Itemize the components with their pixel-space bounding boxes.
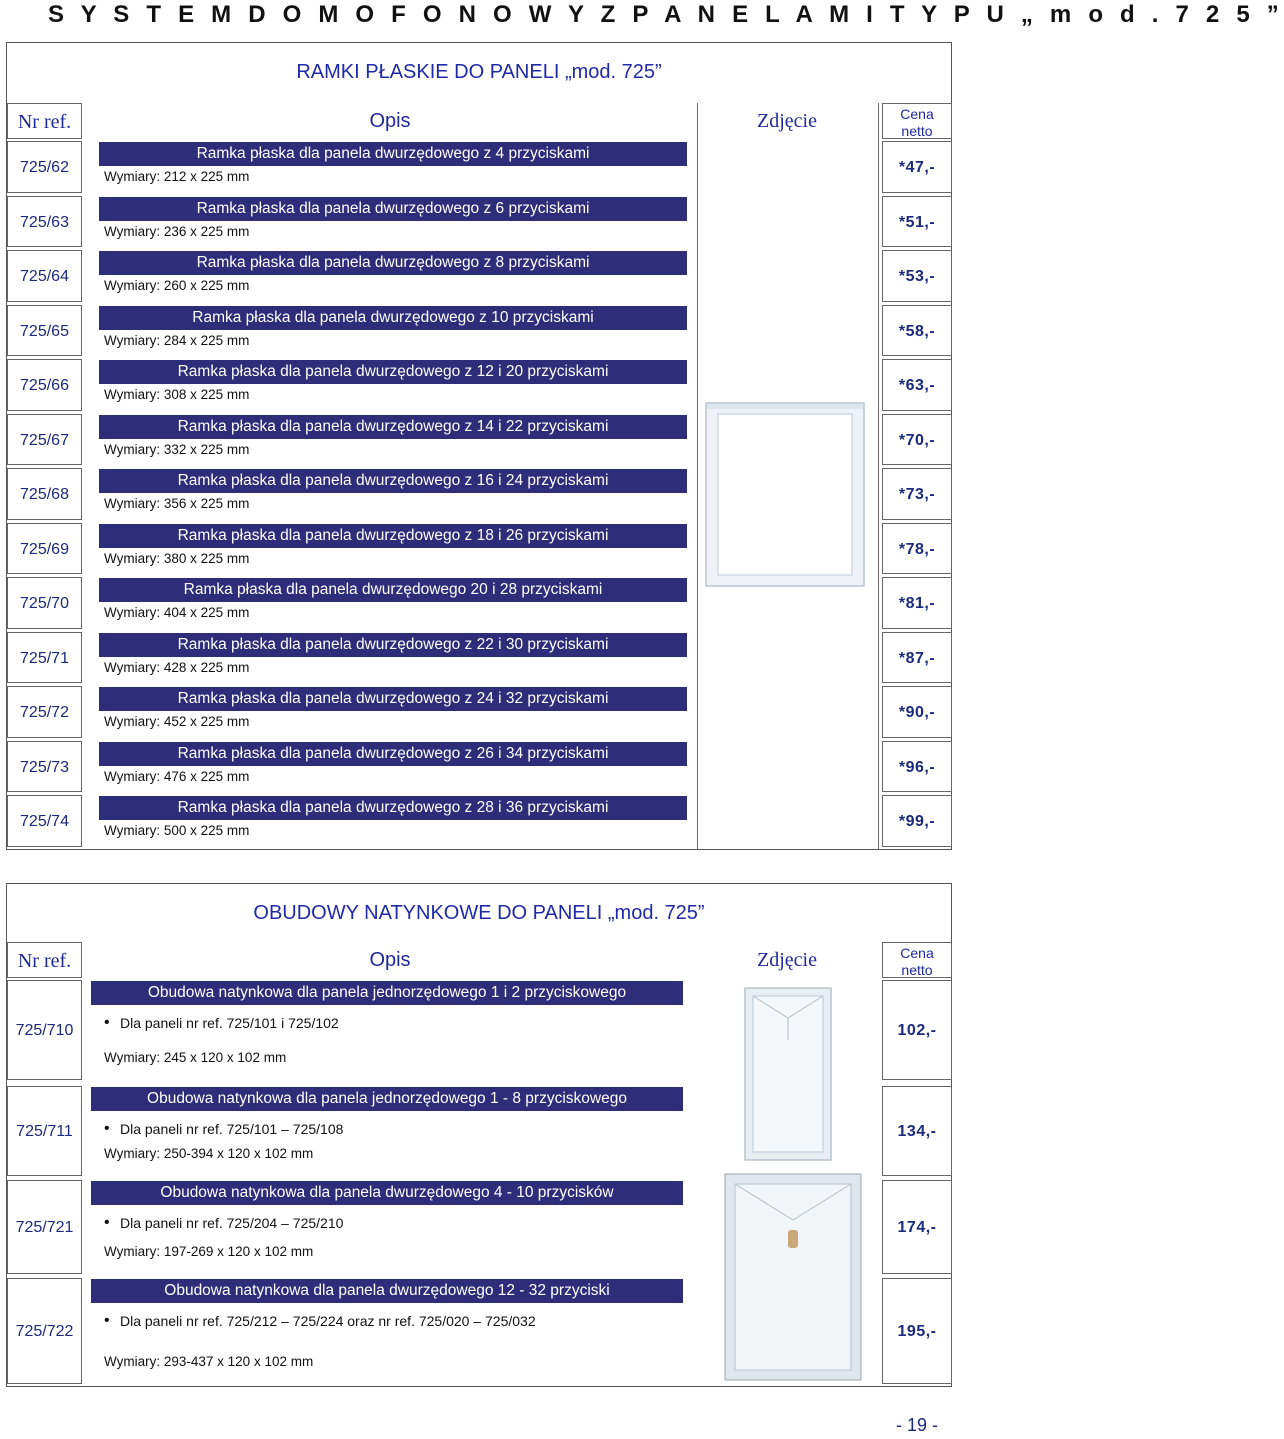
housing-description: Obudowa natynkowa dla panela dwurzędowego 4 - 10 przycisków [91, 1181, 683, 1205]
housings-header-zdjecie: Zdjęcie [757, 949, 817, 971]
housings-header-cena-line1: Cena [900, 945, 934, 961]
housing-ref-cell: 725/711 [7, 1086, 82, 1176]
housings-header-cena-line2: netto [901, 962, 933, 978]
frame-price-cell: *96,- [882, 741, 952, 793]
frame-dimensions: Wymiary: 428 x 225 mm [104, 659, 250, 675]
housings-section [6, 883, 952, 1387]
housings-header-opis: Opis [369, 949, 411, 971]
housing-dimensions: Wymiary: 245 x 120 x 102 mm [104, 1050, 287, 1065]
housing-price-cell: 174,- [882, 1180, 952, 1274]
frame-price-cell: *81,- [882, 577, 952, 629]
frames-section-title: RAMKI PŁASKIE DO PANELI „mod. 725” [296, 61, 662, 83]
frame-price-cell: *53,- [882, 250, 952, 302]
housing-ref-cell: 725/710 [7, 980, 82, 1080]
frame-description: Ramka płaska dla panela dwurzędowego z 28 i 36 przyciskami [99, 796, 687, 820]
frame-dimensions: Wymiary: 308 x 225 mm [104, 387, 250, 402]
housings-header-cena [882, 942, 952, 978]
frame-description: Ramka płaska dla panela dwurzędowego z 12 i 20 przyciskami [99, 360, 687, 384]
frame-price-cell: *99,- [882, 795, 952, 847]
frame-description: Ramka płaska dla panela dwurzędowego z 4 przyciskami [99, 142, 687, 166]
frame-photo [697, 103, 879, 849]
housing-compatibility: • Dla paneli nr ref. 725/212 – 725/224 oraz nr ref. 725/020 – 725/032 [120, 1313, 536, 1329]
housing-description: Obudowa natynkowa dla panela jednorzędowego 1 i 2 przyciskowego [91, 981, 683, 1005]
frame-ref-cell: 725/65 [7, 305, 82, 357]
frame-price-cell: *63,- [882, 359, 952, 411]
frame-price-cell: *87,- [882, 632, 952, 684]
frame-price-cell: *47,- [882, 141, 952, 193]
frames-section [6, 42, 952, 850]
frame-dimensions: Wymiary: 500 x 225 mm [104, 823, 250, 838]
frame-dimensions: Wymiary: 380 x 225 mm [104, 550, 250, 566]
housings-header-nr: Nr ref. [7, 942, 82, 978]
frame-dimensions: Wymiary: 452 x 225 mm [104, 714, 250, 729]
frame-ref-cell: 725/64 [7, 250, 82, 302]
frame-dimensions: Wymiary: 260 x 225 mm [104, 278, 250, 293]
housing-dimensions: Wymiary: 250-394 x 120 x 102 mm [104, 1146, 314, 1161]
frame-ref-cell: 725/68 [7, 468, 82, 520]
frame-ref-cell: 725/70 [7, 577, 82, 629]
frame-price-cell: *90,- [882, 686, 952, 738]
frame-ref-cell: 725/63 [7, 196, 82, 248]
frame-ref-cell: 725/67 [7, 414, 82, 466]
frame-description: Ramka płaska dla panela dwurzędowego z 6 przyciskami [99, 197, 687, 221]
housing-photo-1 [697, 980, 877, 1170]
page-heading: S Y S T E M D O M O F O N O W Y Z P A N E L A M I T Y P U „ m o d . 7 2 5 ” [48, 1, 1284, 28]
housing-compatibility: • Dla paneli nr ref. 725/101 i 725/102 [120, 1015, 339, 1031]
surface-housing-double-image [697, 1170, 877, 1385]
frame-dimensions: Wymiary: 212 x 225 mm [104, 169, 250, 184]
frames-header-zdjecie: Zdjęcie [757, 110, 817, 132]
frames-header-opis: Opis [369, 110, 411, 132]
page-number: - 19 - [895, 1415, 938, 1435]
housing-ref-cell: 725/722 [7, 1278, 82, 1384]
housing-price-cell: 102,- [882, 980, 952, 1080]
frame-dimensions: Wymiary: 404 x 225 mm [104, 605, 250, 620]
frame-description: Ramka płaska dla panela dwurzędowego z 18 i 26 przyciskami [99, 524, 687, 548]
housing-description: Obudowa natynkowa dla panela jednorzędowego 1 - 8 przyciskowego [91, 1087, 683, 1111]
frame-description: Ramka płaska dla panela dwurzędowego 20 i 28 przyciskami [99, 578, 687, 602]
housing-description: Obudowa natynkowa dla panela dwurzędowego 12 - 32 przyciski [91, 1279, 683, 1303]
frame-dimensions: Wymiary: 356 x 225 mm [104, 496, 250, 511]
frame-ref-cell: 725/62 [7, 141, 82, 193]
housing-compatibility: • Dla paneli nr ref. 725/204 – 725/210 [120, 1215, 343, 1231]
frame-dimensions: Wymiary: 284 x 225 mm [104, 332, 250, 348]
frame-price-cell: *58,- [882, 305, 952, 357]
frame-dimensions: Wymiary: 332 x 225 mm [104, 441, 250, 457]
frame-price-cell: *51,- [882, 196, 952, 248]
frame-description: Ramka płaska dla panela dwurzędowego z 22 i 30 przyciskami [99, 633, 687, 657]
flat-frame-image [698, 103, 878, 849]
frame-ref-cell: 725/66 [7, 359, 82, 411]
housing-dimensions: Wymiary: 293-437 x 120 x 102 mm [104, 1354, 314, 1369]
frame-price-cell: *73,- [882, 468, 952, 520]
frame-description: Ramka płaska dla panela dwurzędowego z 8 przyciskami [99, 251, 687, 275]
frames-header-nr: Nr ref. [7, 103, 82, 139]
frame-dimensions: Wymiary: 236 x 225 mm [104, 223, 250, 239]
frame-ref-cell: 725/73 [7, 741, 82, 793]
frames-header-cena-line2: netto [901, 123, 933, 139]
frame-description: Ramka płaska dla panela dwurzędowego z 16 i 24 przyciskami [99, 469, 687, 493]
frame-description: Ramka płaska dla panela dwurzędowego z 14 i 22 przyciskami [99, 415, 687, 439]
frame-description: Ramka płaska dla panela dwurzędowego z 10 przyciskami [99, 306, 687, 330]
surface-housing-single-image [697, 980, 877, 1170]
frame-ref-cell: 725/71 [7, 632, 82, 684]
housing-dimensions: Wymiary: 197-269 x 120 x 102 mm [104, 1244, 314, 1259]
frames-header-cena-line1: Cena [900, 106, 934, 122]
frame-ref-cell: 725/69 [7, 523, 82, 575]
housing-ref-cell: 725/721 [7, 1180, 82, 1274]
housing-compatibility: • Dla paneli nr ref. 725/101 – 725/108 [120, 1121, 343, 1137]
frame-price-cell: *70,- [882, 414, 952, 466]
frame-price-cell: *78,- [882, 523, 952, 575]
frames-header-cena [882, 103, 952, 139]
frame-ref-cell: 725/74 [7, 795, 82, 847]
frame-description: Ramka płaska dla panela dwurzędowego z 24 i 32 przyciskami [99, 687, 687, 711]
housings-section-title: OBUDOWY NATYNKOWE DO PANELI „mod. 725” [253, 902, 705, 924]
housing-photo-2 [697, 1170, 877, 1385]
housing-price-cell: 195,- [882, 1278, 952, 1384]
frame-description: Ramka płaska dla panela dwurzędowego z 26 i 34 przyciskami [99, 742, 687, 766]
housing-price-cell: 134,- [882, 1086, 952, 1176]
frame-dimensions: Wymiary: 476 x 225 mm [104, 768, 250, 784]
frame-ref-cell: 725/72 [7, 686, 82, 738]
